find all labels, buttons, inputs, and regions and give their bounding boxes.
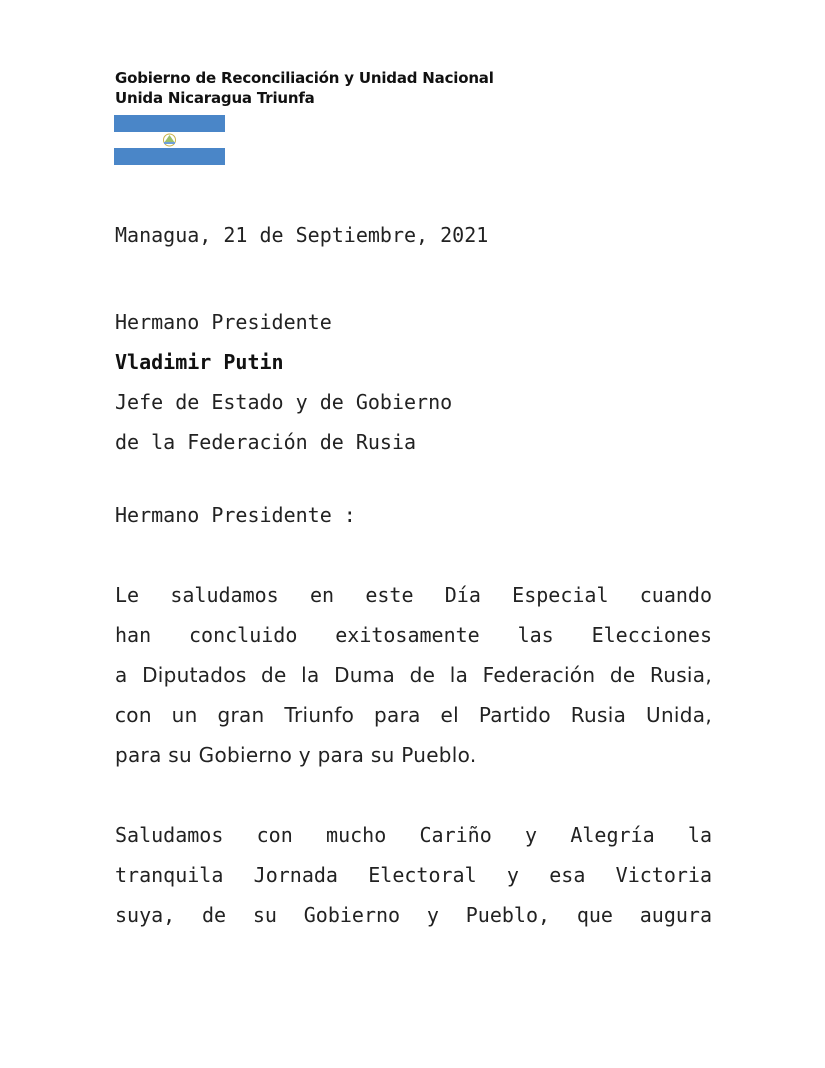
paragraph-2 bbox=[115, 815, 712, 935]
recipient-title: Hermano Presidente bbox=[115, 310, 332, 334]
salutation: Hermano Presidente : bbox=[115, 503, 356, 527]
paragraph-line: con un gran Triunfo para el Partido Rusia Unida, bbox=[115, 703, 712, 727]
letterhead-government-name: Gobierno de Reconciliación y Unidad Nacional bbox=[115, 69, 494, 87]
paragraph-line: para su Gobierno y para su Pueblo. bbox=[115, 743, 477, 767]
paragraph-line: suya, de su Gobierno y Pueblo, que augura bbox=[115, 903, 712, 927]
paragraph-1 bbox=[115, 575, 712, 775]
letter-date: Managua, 21 de Septiembre, 2021 bbox=[115, 223, 489, 247]
recipient-position: Jefe de Estado y de Gobierno bbox=[115, 390, 453, 414]
paragraph-line: Le saludamos en este Día Especial cuando bbox=[115, 583, 712, 607]
recipient-country: de la Federación de Rusia bbox=[115, 430, 417, 454]
paragraph-line: han concluido exitosamente las Elecciones bbox=[115, 623, 712, 647]
paragraph-line: tranquila Jornada Electoral y esa Victoria bbox=[115, 863, 712, 887]
paragraph-line: a Diputados de la Duma de la Federación de Rusia, bbox=[115, 663, 712, 687]
nicaragua-flag-icon bbox=[114, 115, 225, 165]
recipient-block bbox=[115, 302, 712, 462]
paragraph-line: Saludamos con mucho Cariño y Alegría la bbox=[115, 823, 712, 847]
letterhead-slogan: Unida Nicaragua Triunfa bbox=[115, 89, 315, 107]
recipient-name: Vladimir Putin bbox=[115, 350, 284, 374]
letterhead bbox=[115, 68, 494, 108]
